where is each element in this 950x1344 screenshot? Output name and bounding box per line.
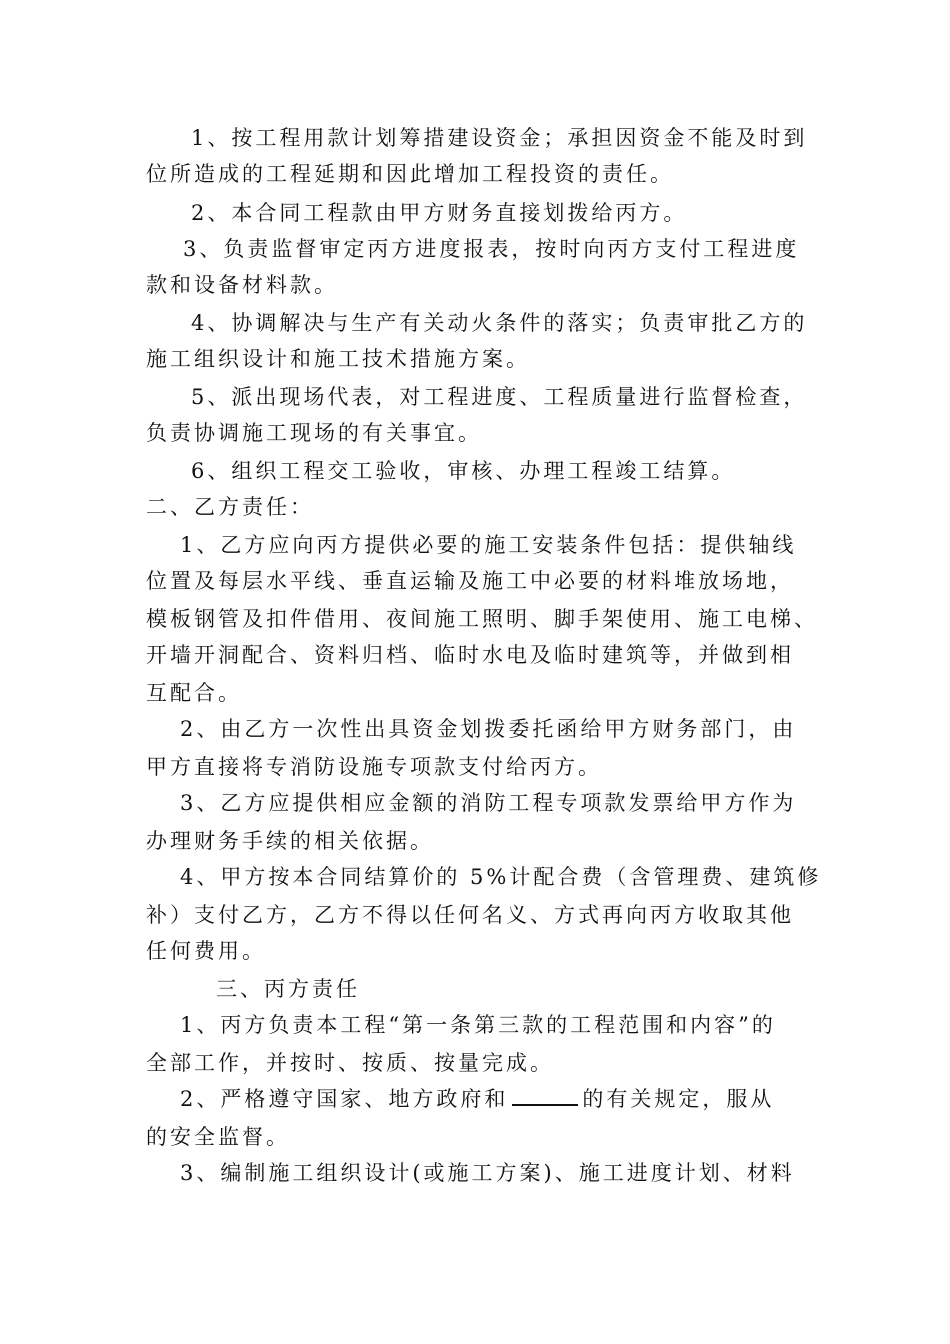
text-line: 开墙开洞配合、资料归档、临时水电及临时建筑等，并做到相: [146, 643, 794, 667]
text-line-with-blank: [180, 1079, 774, 1119]
text-line: 办理财务手续的相关依据。: [146, 829, 434, 853]
text-line: 全部工作，并按时、按质、按量完成。: [146, 1051, 554, 1075]
text-line: 位置及每层水平线、垂直运输及施工中必要的材料堆放场地，: [146, 569, 794, 593]
text-line: 位所造成的工程延期和因此增加工程投资的责任。: [146, 162, 674, 186]
text-line: 补）支付乙方，乙方不得以任何名义、方式再向丙方收取其他: [146, 903, 794, 927]
text-line: 任何费用。: [146, 939, 266, 963]
text-line: 模板钢管及扣件借用、夜间施工照明、脚手架使用、施工电梯、: [146, 607, 818, 631]
section-heading: 二、乙方责任：: [146, 495, 314, 519]
text-before-blank: 2、严格遵守国家、地方政府和: [180, 1087, 509, 1111]
text-line: 甲方直接将专消防设施专项款支付给丙方。: [146, 755, 602, 779]
text-line: 2、本合同工程款由甲方财务直接划拨给丙方。: [191, 201, 688, 225]
text-line: 款和设备材料款。: [146, 273, 338, 297]
text-line: 3、编制施工组织设计(或施工方案)、施工进度计划、材料: [180, 1161, 795, 1185]
text-line: 4、协调解决与生产有关动火条件的落实；负责审批乙方的: [191, 311, 808, 335]
text-after-blank: 的有关规定，服从: [582, 1087, 775, 1111]
text-line: 互配合。: [146, 681, 242, 705]
text-line: 施工组织设计和施工技术措施方案。: [146, 347, 530, 371]
section-heading: 三、丙方责任: [216, 977, 360, 1001]
text-line: 1、丙方负责本工程“第一条第三款的工程范围和内容”的: [180, 1013, 776, 1037]
text-line: 的安全监督。: [146, 1125, 290, 1149]
text-line: 6、组织工程交工验收，审核、办理工程竣工结算。: [191, 459, 736, 483]
text-line: 负责协调施工现场的有关事宜。: [146, 421, 482, 445]
text-line: 3、负责监督审定丙方进度报表，按时向丙方支付工程进度: [183, 237, 800, 261]
text-line: 3、乙方应提供相应金额的消防工程专项款发票给甲方作为: [180, 791, 797, 815]
text-line: 2、由乙方一次性出具资金划拨委托函给甲方财务部门，由: [180, 717, 797, 741]
text-line: 1、按工程用款计划筹措建设资金；承担因资金不能及时到: [191, 126, 808, 150]
text-line: 1、乙方应向丙方提供必要的施工安装条件包括：提供轴线: [180, 533, 797, 557]
text-line: 5、派出现场代表，对工程进度、工程质量进行监督检查，: [191, 385, 808, 409]
fill-in-blank: [512, 1103, 578, 1106]
text-line: 4、甲方按本合同结算价的 5%计配合费（含管理费、建筑修: [180, 865, 822, 889]
